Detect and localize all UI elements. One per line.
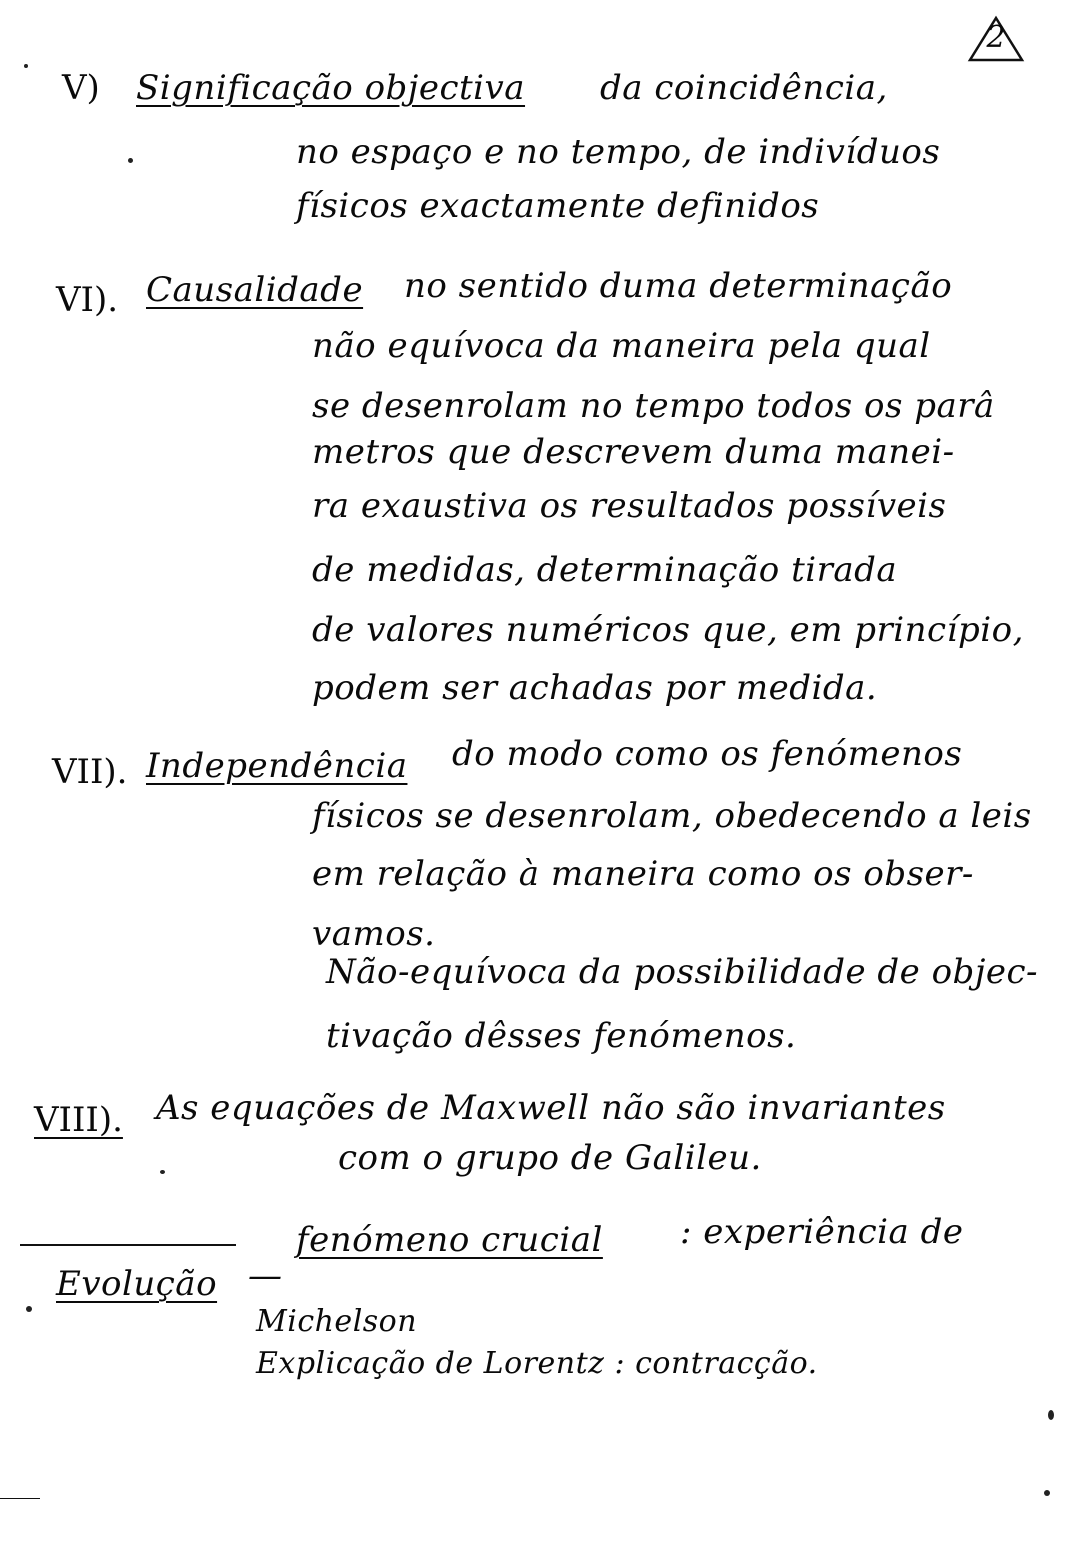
- item-line: podem ser achadas por medida.: [312, 668, 878, 708]
- item-line: se desenrolam no tempo todos os parâ: [312, 386, 995, 426]
- scan-speck: [1048, 1410, 1054, 1420]
- item-line: metros que descrevem duma manei-: [312, 432, 955, 472]
- item-line: não equívoca da maneira pela qual: [312, 326, 931, 366]
- item-line: de valores numéricos que, em princípio,: [312, 610, 1024, 650]
- footer-line: Michelson: [256, 1304, 418, 1339]
- item-line: no sentido duma determinação: [404, 266, 953, 306]
- scan-speck: [128, 158, 133, 163]
- item-line: de medidas, determinação tirada: [312, 550, 898, 590]
- item-line: no espaço e no tempo, de indivíduos: [296, 132, 941, 172]
- footer-phrase: fenómeno crucial: [296, 1220, 603, 1260]
- item-line: da coincidência,: [600, 68, 888, 108]
- scan-speck: [1044, 1490, 1050, 1496]
- item-numeral: V): [62, 68, 100, 108]
- footer-dash: —: [248, 1256, 283, 1296]
- section-rule: [20, 1244, 236, 1246]
- item-heading: Independência: [146, 746, 408, 786]
- page-number: 2: [986, 20, 1006, 55]
- item-numeral: VI).: [56, 280, 119, 320]
- scan-speck: [24, 64, 28, 68]
- item-line: físicos exactamente definidos: [296, 186, 820, 226]
- scan-speck: [26, 1306, 32, 1312]
- page-number-badge: [966, 14, 1026, 64]
- item-line: físicos se desenrolam, obedecendo a leis: [312, 796, 1032, 836]
- item-numeral: VII).: [52, 752, 128, 792]
- item-line: tivação dêsses fenómenos.: [326, 1016, 797, 1056]
- scan-edge: [0, 1498, 40, 1499]
- item-numeral: VIII).: [34, 1100, 123, 1140]
- footer-line: Explicação de Lorentz : contracção.: [256, 1346, 818, 1381]
- item-line: ra exaustiva os resultados possíveis: [312, 486, 947, 526]
- item-line: em relação à maneira como os obser-: [312, 854, 974, 894]
- footer-label: Evolução: [56, 1264, 218, 1304]
- item-heading: Causalidade: [146, 270, 364, 310]
- item-line: do modo como os fenómenos: [452, 734, 963, 774]
- scan-speck: [160, 1170, 165, 1174]
- footer-rest: : experiência de: [680, 1212, 964, 1252]
- item-line: vamos.: [312, 914, 436, 954]
- item-line: Não-equívoca da possibilidade de objec-: [326, 952, 1039, 992]
- item-line: com o grupo de Galileu.: [338, 1138, 762, 1178]
- item-heading: Significação objectiva: [136, 68, 526, 108]
- item-line: As equações de Maxwell não são invariantes: [156, 1088, 946, 1128]
